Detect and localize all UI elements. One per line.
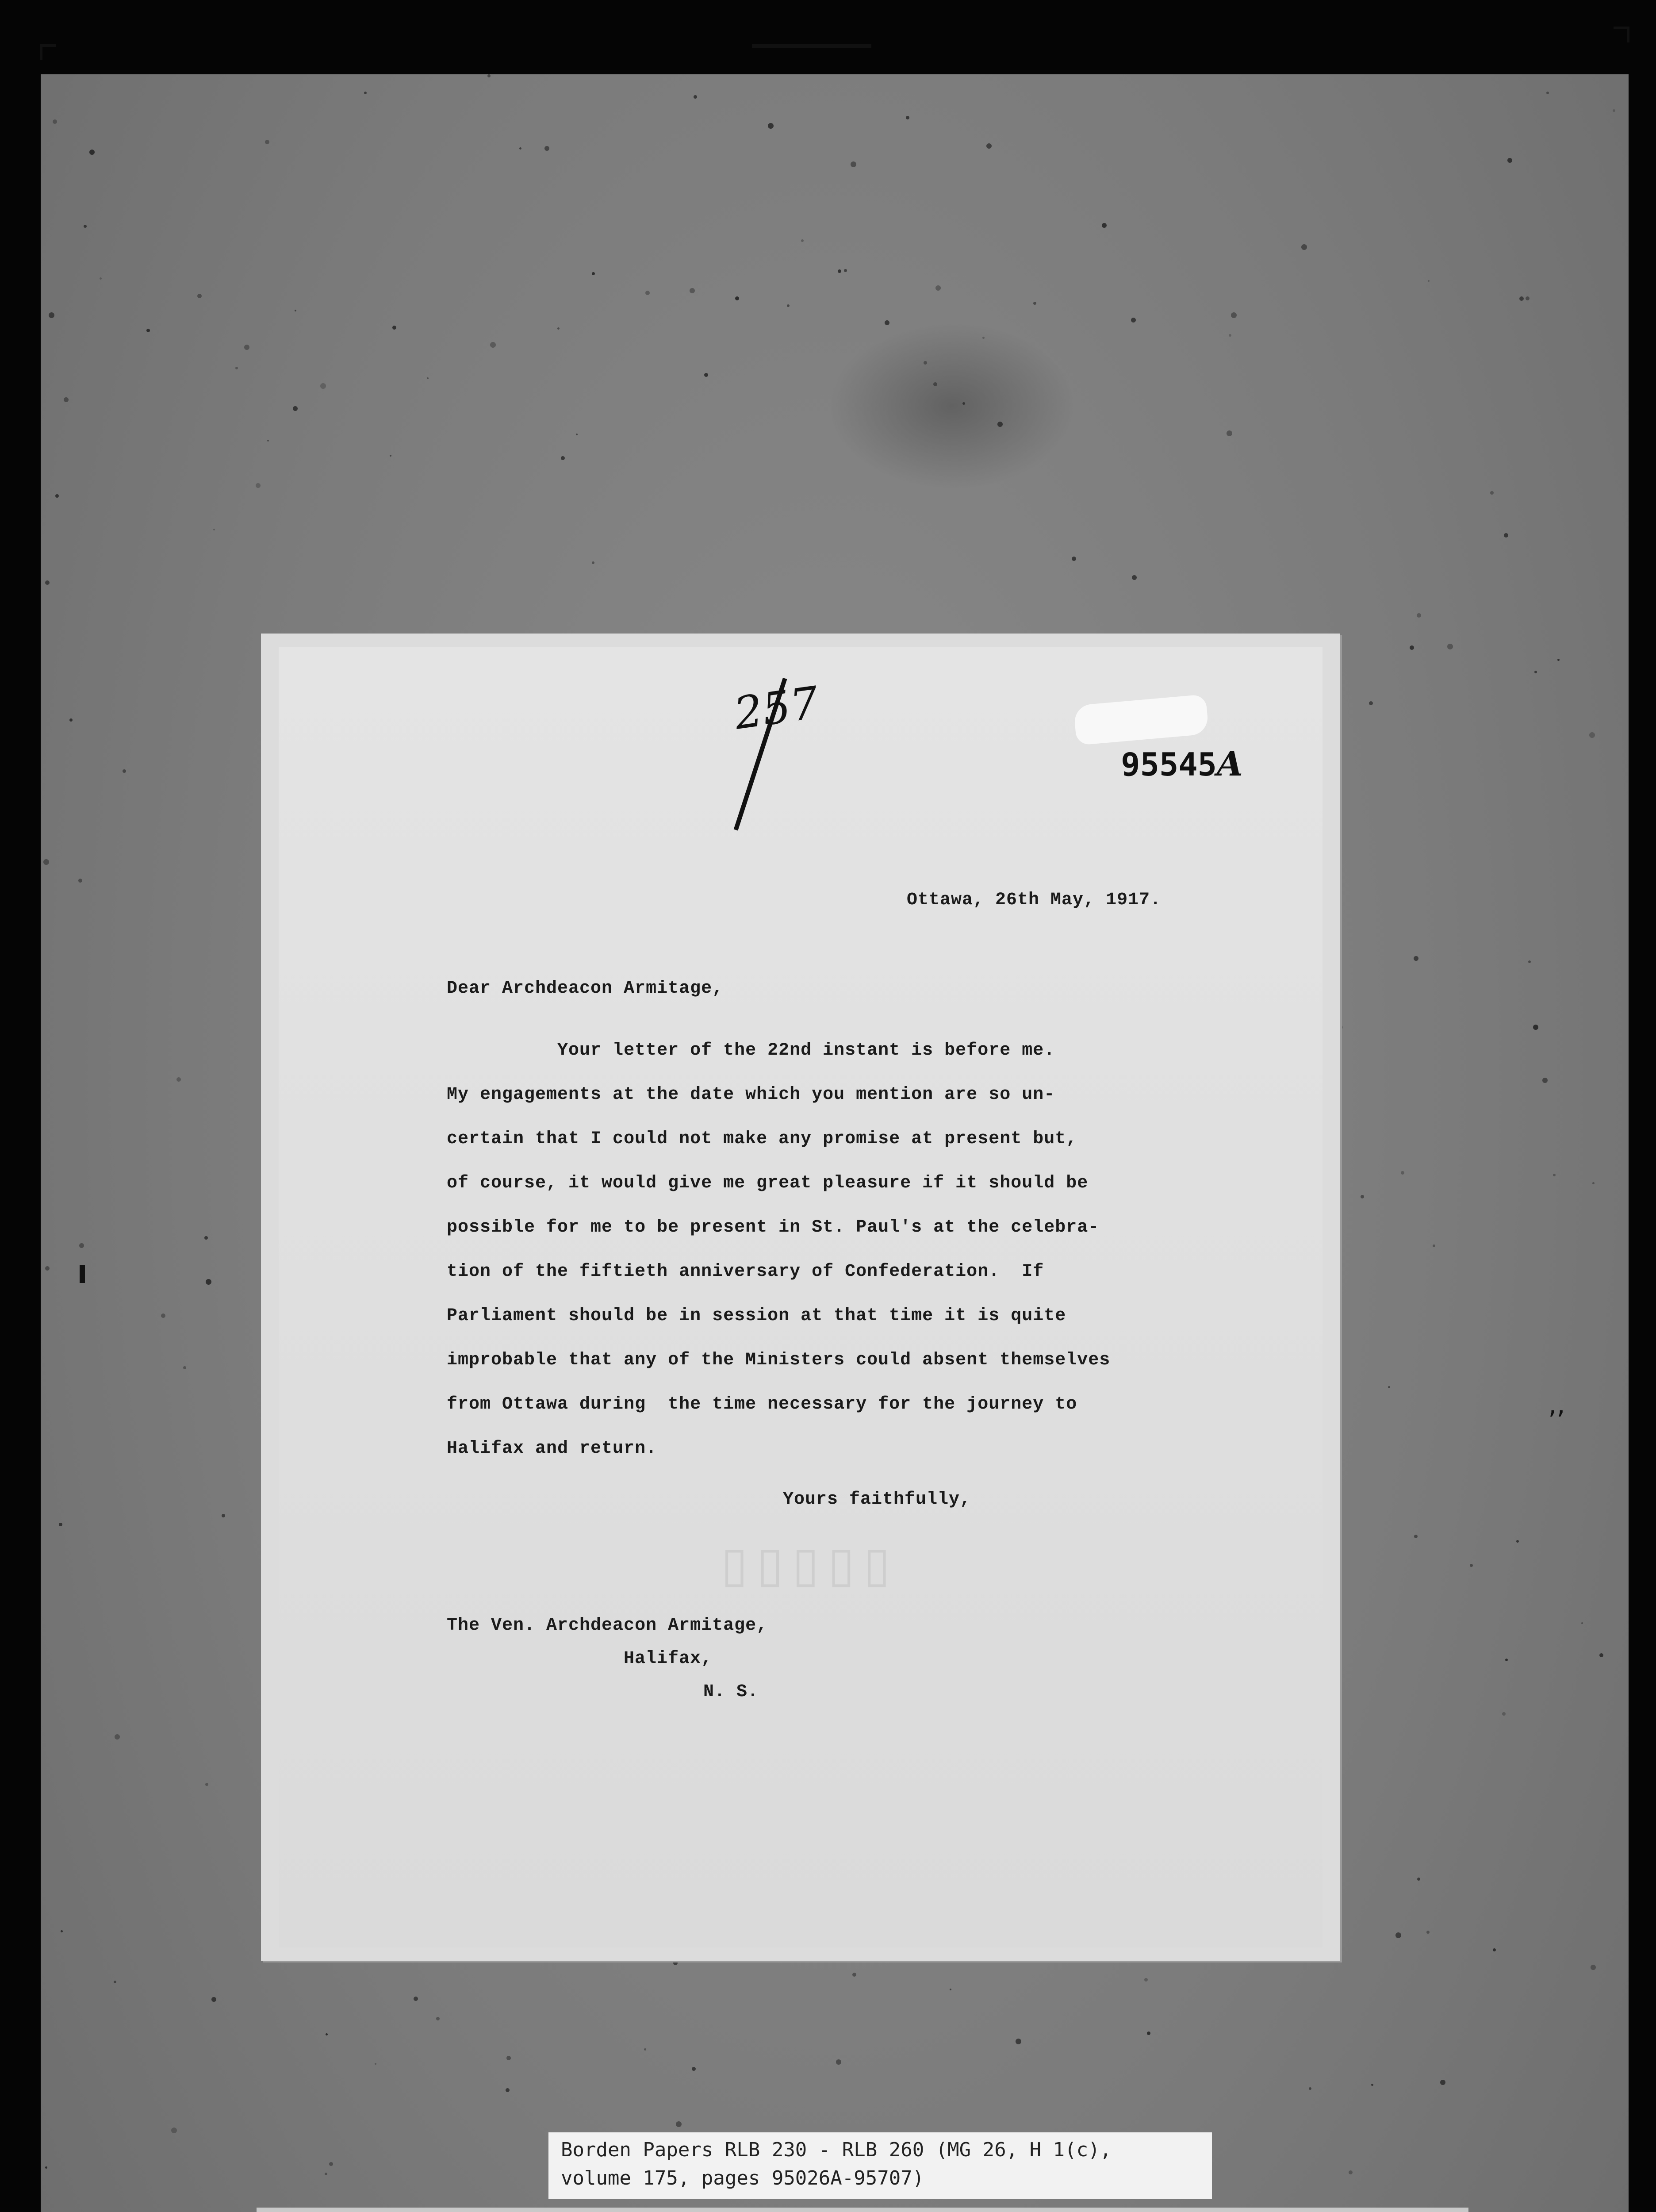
right-margin-mark: ‚‚ xyxy=(1548,1389,1565,1420)
film-speck xyxy=(1613,109,1615,112)
body-line: from Ottawa during the time necessary for the journey to xyxy=(447,1394,1077,1414)
typed-letter-page xyxy=(261,634,1340,1961)
film-speck xyxy=(244,345,249,350)
film-speck xyxy=(1410,645,1414,650)
film-speck xyxy=(676,2121,682,2127)
film-speck xyxy=(59,1523,62,1526)
film-speck xyxy=(1401,1171,1404,1175)
film-speck xyxy=(320,383,326,389)
film-speck xyxy=(1557,659,1560,661)
film-speck xyxy=(89,150,95,155)
film-speck xyxy=(45,1266,50,1271)
film-speck xyxy=(950,1989,951,1990)
film-speck xyxy=(123,769,126,773)
caption-line: volume 175, pages 95026A-95707) xyxy=(561,2167,924,2189)
film-speck xyxy=(84,225,87,228)
film-speck xyxy=(644,2048,646,2051)
film-speck xyxy=(935,285,941,291)
film-speck xyxy=(45,580,50,585)
archive-label-backing xyxy=(257,2208,1468,2212)
body-line: of course, it would give me great pleasure if it should be xyxy=(447,1173,1089,1193)
film-speck xyxy=(490,342,496,348)
body-line: My engagements at the date which you mention are so un- xyxy=(447,1085,1055,1105)
film-speck xyxy=(694,95,697,99)
document-number-digits: 95545 xyxy=(1121,746,1217,783)
body-line: Your letter of the 22nd instant is before me. xyxy=(447,1041,1055,1060)
body-line: improbable that any of the Ministers could absent themselves xyxy=(447,1350,1111,1370)
film-speck xyxy=(171,2128,177,2133)
film-speck xyxy=(1132,575,1137,580)
film-speck xyxy=(295,310,296,311)
film-speck xyxy=(414,1997,418,2001)
film-speck xyxy=(161,1313,165,1318)
body-line: Halifax and return. xyxy=(447,1439,657,1459)
film-speck xyxy=(69,718,73,722)
film-speck xyxy=(1369,701,1373,705)
film-speck xyxy=(1546,92,1549,94)
document-number xyxy=(1121,744,1243,783)
letter-closing: Yours faithfully, xyxy=(783,1490,971,1509)
film-speck xyxy=(1505,1659,1508,1661)
film-speck xyxy=(1592,1182,1595,1184)
film-speck xyxy=(844,269,847,272)
film-speck xyxy=(986,143,992,149)
film-speck xyxy=(392,326,396,330)
film-speck xyxy=(1470,1564,1473,1567)
film-speck xyxy=(49,312,54,318)
film-speck xyxy=(1426,1931,1430,1934)
film-speck xyxy=(692,2067,696,2071)
document-number-suffix: A xyxy=(1217,744,1243,783)
film-speck xyxy=(235,367,238,369)
film-speck xyxy=(982,337,985,339)
film-speck xyxy=(1428,280,1430,282)
film-speck xyxy=(592,561,594,564)
film-speck xyxy=(557,327,560,330)
film-speck xyxy=(519,147,521,150)
film-speck xyxy=(787,304,790,307)
film-speck xyxy=(427,377,429,379)
caption-line: Borden Papers RLB 230 - RLB 260 (MG 26, H 1(c), xyxy=(561,2139,1112,2161)
collection-caption xyxy=(548,2132,1212,2199)
film-speck xyxy=(1349,2170,1353,2174)
film-speck xyxy=(506,2056,511,2060)
film-speck xyxy=(78,879,82,883)
film-speck xyxy=(1591,1965,1596,1970)
film-speck xyxy=(183,1366,186,1369)
left-margin-mark xyxy=(80,1265,85,1283)
film-speck xyxy=(1033,302,1036,305)
film-speck xyxy=(1414,956,1418,961)
film-speck xyxy=(836,2059,841,2065)
film-speck xyxy=(115,1734,120,1740)
film-speck xyxy=(1516,1540,1519,1543)
film-speck xyxy=(592,272,595,275)
film-speck xyxy=(561,456,565,460)
film-speck xyxy=(885,320,889,325)
film-speck xyxy=(838,269,841,273)
film-speck xyxy=(1229,334,1231,337)
letter-salutation: Dear Archdeacon Armitage, xyxy=(447,979,724,998)
film-speck xyxy=(851,161,856,167)
film-speck xyxy=(45,2166,47,2169)
film-speck xyxy=(1581,1622,1583,1624)
film-speck xyxy=(293,406,298,411)
film-speck xyxy=(768,123,774,129)
film-speck xyxy=(176,1077,181,1082)
film-speck xyxy=(735,296,739,300)
film-speck xyxy=(364,92,367,94)
film-speck xyxy=(375,2063,376,2065)
film-speck xyxy=(204,1236,208,1240)
film-speck xyxy=(576,434,578,435)
film-speck xyxy=(1519,296,1524,301)
film-speck xyxy=(265,140,269,144)
letter-date: Ottawa, 26th May, 1917. xyxy=(907,890,1162,910)
address-line: The Ven. Archdeacon Armitage, xyxy=(447,1616,768,1636)
film-speck xyxy=(1072,557,1076,561)
top-registration-bar xyxy=(752,44,871,48)
body-line: Parliament should be in session at that time it is quite xyxy=(447,1306,1066,1326)
film-speck xyxy=(1395,1932,1401,1938)
film-speck xyxy=(61,1930,63,1932)
film-speck xyxy=(1144,1978,1148,1982)
film-speck xyxy=(1553,1174,1556,1176)
film-speck xyxy=(962,402,965,405)
film-speck xyxy=(436,2017,440,2020)
film-speck xyxy=(1417,613,1421,618)
film-speck xyxy=(1227,430,1232,436)
film-speck xyxy=(256,483,261,488)
film-speck xyxy=(114,1981,116,1983)
body-line: tion of the fiftieth anniversary of Confederation. If xyxy=(447,1262,1044,1282)
film-speck xyxy=(1528,960,1531,963)
film-speck xyxy=(1016,2039,1021,2044)
film-speck xyxy=(544,146,549,151)
film-speck xyxy=(1417,1878,1420,1881)
film-speck xyxy=(1507,158,1512,163)
smudge-mark xyxy=(828,322,1076,490)
film-speck xyxy=(933,382,937,386)
film-speck xyxy=(1493,1948,1496,1951)
letter-paper xyxy=(279,647,1322,1947)
crop-corner-top-right xyxy=(1614,27,1629,42)
film-speck xyxy=(997,422,1003,427)
film-speck xyxy=(1533,1025,1538,1030)
film-speck xyxy=(852,1973,856,1977)
body-line: possible for me to be present in St. Paul's at the celebra- xyxy=(447,1217,1100,1237)
film-speck xyxy=(205,1783,208,1786)
film-speck xyxy=(1371,2084,1373,2086)
film-speck xyxy=(325,2173,327,2175)
film-speck xyxy=(146,329,150,332)
film-speck xyxy=(1102,223,1107,228)
film-speck xyxy=(690,288,695,293)
film-speck xyxy=(704,373,708,377)
film-speck xyxy=(1147,2032,1150,2035)
film-speck xyxy=(1309,2087,1311,2090)
film-speck xyxy=(55,494,59,498)
film-speck xyxy=(1301,244,1307,250)
film-speck xyxy=(924,361,927,365)
film-speck xyxy=(673,1961,678,1965)
film-speck xyxy=(906,116,909,119)
film-speck xyxy=(1534,671,1537,673)
film-speck xyxy=(222,1514,225,1517)
film-speck xyxy=(1599,1653,1603,1657)
film-speck xyxy=(64,397,69,402)
film-speck xyxy=(1447,644,1453,649)
film-speck xyxy=(1414,1535,1418,1538)
address-line: N. S. xyxy=(703,1682,759,1702)
film-speck xyxy=(79,1243,84,1248)
film-speck xyxy=(1589,732,1595,738)
film-speck xyxy=(211,1997,216,2002)
address-line: Halifax, xyxy=(624,1649,713,1669)
film-speck xyxy=(197,294,202,298)
film-speck xyxy=(1131,318,1136,323)
film-speck xyxy=(267,440,269,442)
film-speck xyxy=(1490,491,1494,495)
film-speck xyxy=(53,119,57,124)
film-speck xyxy=(1526,296,1530,300)
film-speck xyxy=(1440,2080,1445,2085)
bleed-through-text: ▯▯▯▯▯ xyxy=(721,1536,899,1593)
film-speck xyxy=(1433,1244,1435,1247)
film-speck xyxy=(1388,1386,1390,1388)
film-speck xyxy=(206,1279,211,1285)
film-speck xyxy=(1542,1078,1548,1083)
film-speck xyxy=(213,529,215,530)
film-speck xyxy=(801,239,804,242)
body-line: certain that I could not make any promise at present but, xyxy=(447,1129,1077,1149)
film-speck xyxy=(506,2088,510,2092)
film-speck xyxy=(329,2162,333,2166)
film-speck xyxy=(1361,1195,1364,1198)
film-speck xyxy=(487,74,491,77)
film-speck xyxy=(43,859,49,865)
film-speck xyxy=(1504,533,1508,538)
film-speck xyxy=(390,455,391,457)
crop-corner-top-left xyxy=(40,44,56,60)
film-speck xyxy=(100,277,102,280)
film-speck xyxy=(326,2033,328,2035)
film-speck xyxy=(645,291,650,295)
film-speck xyxy=(1502,1712,1506,1716)
film-speck xyxy=(1231,312,1237,318)
